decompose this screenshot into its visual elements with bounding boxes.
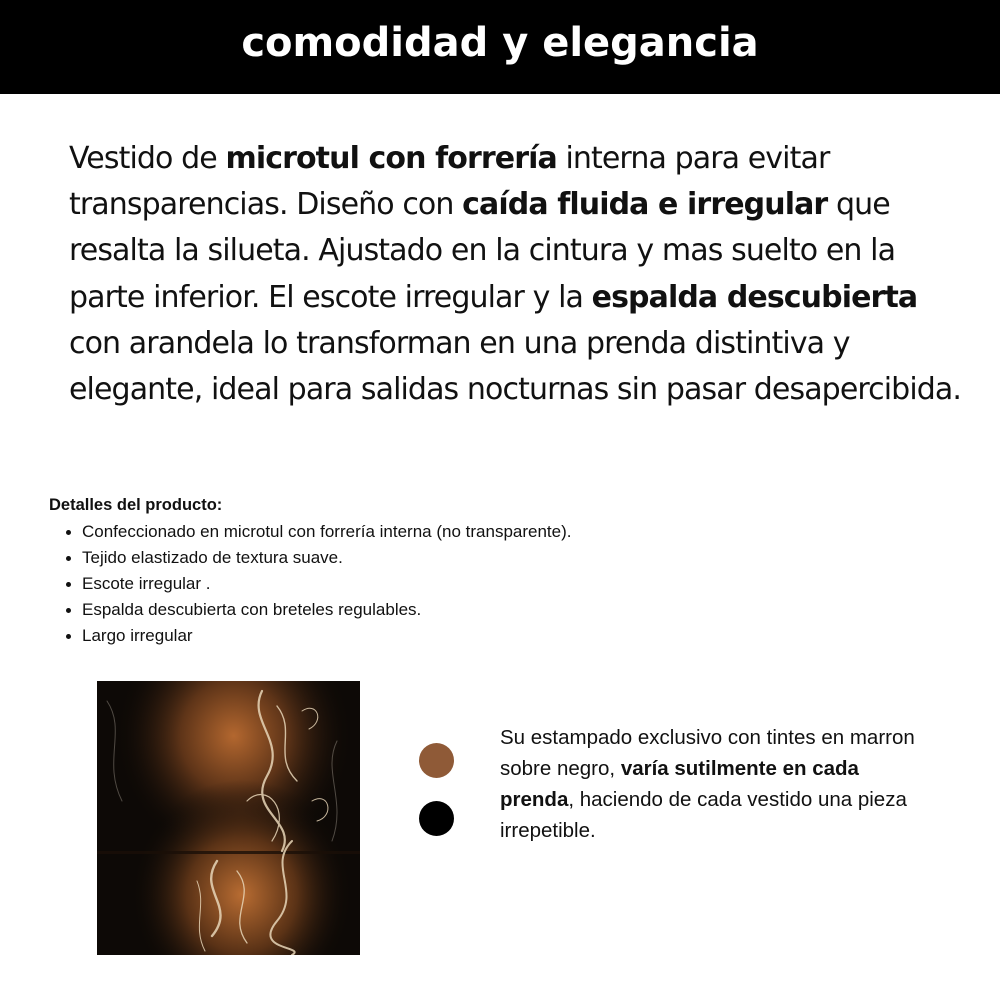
product-description: [69, 136, 969, 413]
details-item: Largo irregular: [66, 623, 766, 649]
description-text: con arandela lo transforman en una prenda distintiva y elegante, ideal para salidas nocturnas sin pasar desapercibida.: [69, 325, 962, 408]
print-note-text: , haciendo de cada vestido una pieza irrepetible.: [500, 788, 907, 842]
details-heading: Detalles del producto:: [49, 496, 223, 514]
description-highlight: caída fluida e irregular: [462, 187, 828, 223]
description-highlight: microtul con forrería: [225, 141, 557, 176]
print-note-text: Su estampado exclusivo con tintes en marron sobre negro,: [500, 726, 915, 780]
header-banner: [0, 0, 1000, 94]
page-title: comodidad y elegancia: [241, 20, 759, 66]
details-list: [66, 519, 766, 649]
details-item: Confeccionado en microtul con forrería interna (no transparente).: [66, 519, 766, 545]
color-swatch-black: [419, 801, 454, 836]
print-note-highlight: varía sutilmente en cada prenda: [500, 757, 859, 811]
description-text: Vestido de: [69, 141, 226, 176]
print-note: [500, 722, 920, 846]
details-item: Escote irregular .: [66, 571, 766, 597]
description-highlight: espalda descubierta: [591, 279, 918, 315]
details-item: Tejido elastizado de textura suave.: [66, 545, 766, 571]
description-text: interna para evitar transparencias. Diseño con: [69, 141, 830, 223]
description-text: que resalta la silueta. Ajustado en la cintura y mas suelto en la parte inferior. El escote irregular y la: [69, 187, 896, 315]
details-item: Espalda descubierta con breteles regulables.: [66, 597, 766, 623]
fabric-print-image: [97, 681, 360, 955]
color-swatch-brown: [419, 743, 454, 778]
